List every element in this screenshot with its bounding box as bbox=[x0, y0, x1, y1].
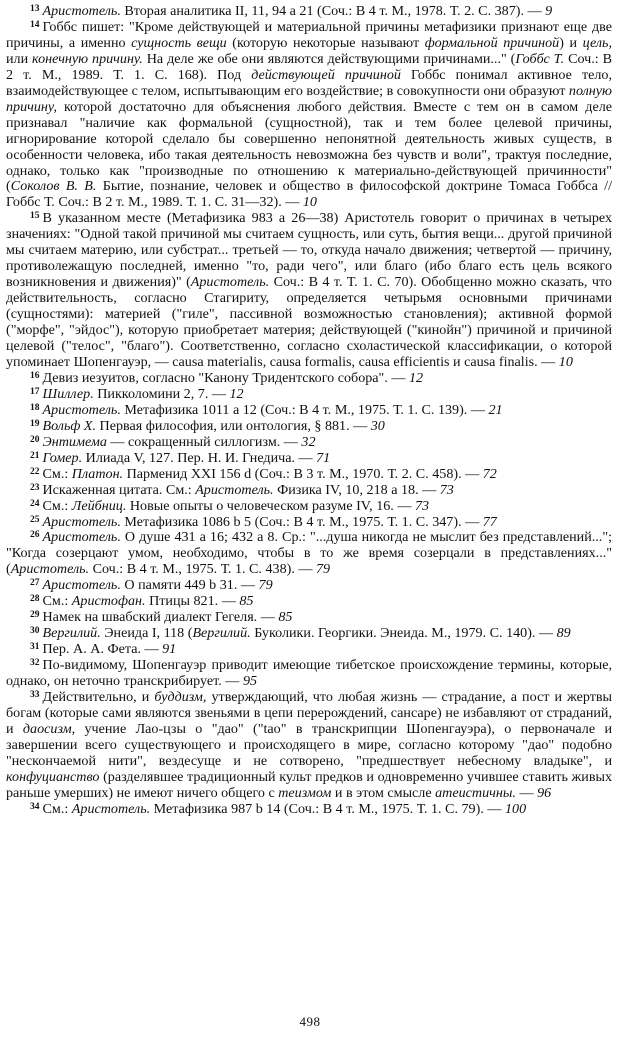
footnote-number: 29 bbox=[30, 610, 40, 621]
footnote-text: Аристотель. О душе 431 а 16; 432 а 8. Ср.: "...душа никогда не мыслит без представлений..."; "Когда созерцают умом, необходимо, чтобы в то же время созерцали в представлениях..." (Аристотель. Соч.: В 4 т. М., 1975. Т. 1. С. 438). — 79 bbox=[6, 529, 612, 578]
footnote-number: 30 bbox=[30, 626, 40, 637]
footnote-text: Действительно, и буддизм, утверждающий, что любая жизнь — страдание, а пост и жертвы богам (которые сами являются звеньями в цепи перерождений, сансаре) не избавляют от страданий, и даосизм, учение Лао-цзы о "дао" ("tao" в транскрипции Шопенгауэра), о первоначале и завершении всего существующего и происходящего в мире, согласно которому "дао" подобно "нескончаемой нити", вездесуще и не сотворено, "предшествует небесному владыке", и конфуцианство (разделявшее традиционный культ предков и одновременно учившее ставить живых раньше умерших) не имеют ничего общего с теизмом и в этом смысле атеистичны. — 96 bbox=[6, 688, 612, 801]
footnote-16 bbox=[6, 371, 612, 387]
footnote-number: 27 bbox=[30, 578, 40, 589]
page-number: 498 bbox=[299, 1014, 321, 1029]
footnote-number: 14 bbox=[30, 19, 40, 30]
footnote-27 bbox=[6, 578, 612, 594]
footnote-text: См.: Лейбниц. Новые опыты о человеческом разуме IV, 16. — 73 bbox=[42, 497, 430, 514]
footnote-text: Вергилий. Энеида I, 118 (Вергилий. Буколики. Георгики. Энеида. М., 1979. С. 140). — 89 bbox=[42, 625, 571, 642]
footnote-25 bbox=[6, 515, 612, 531]
footnote-23 bbox=[6, 483, 612, 499]
footnote-14 bbox=[6, 20, 612, 211]
footnote-29 bbox=[6, 610, 612, 626]
footnote-text: Гоббс пишет: "Кроме действующей и материальной причины метафизики признают еще две причины, а именно сущность вещи (которую некоторые называют формальной причиной) и цель, или конечную причину. На деле же обе они являются действующими причинами..." (Гоббс Т. Соч.: В 2 т. М., 1989. Т. 1. С. 168). Под действующей причиной Гоббс понимал активное тело, взаимодействующее с телом, испытывающим его воздействие; в совокупности они образуют полную причину, которой достаточно для объяснения любого действия. Вместе с тем он в самом деле признавал "наличие как формальной (сущностной), так и тем более целевой причины, игнорирование которой сделало бы совершенно непонятной деятельность живых существ, в особенности человека, ибо такая деятельность невозможна без чувств и воли", трактуя последние, однако, только как "производные по отношению к материально-действующей причинности" (Соколов В. В. Бытие, познание, человек и общество в философской доктрине Томаса Гоббса // Гоббс Т. Соч.: В 2 т. М., 1989. Т. 1. С. 31—32). — 10 bbox=[6, 18, 612, 211]
footnote-number: 28 bbox=[30, 594, 40, 605]
footnote-text: Шиллер. Пикколомини 2, 7. — 12 bbox=[42, 385, 244, 402]
footnote-number: 16 bbox=[30, 370, 40, 381]
footnotes-list bbox=[6, 4, 612, 818]
footnote-number: 20 bbox=[30, 434, 40, 445]
footnote-text: По-видимому, Шопенгауэр приводит имеющие тибетское происхождение термины, которые, однако, он неточно транскрибирует. — 95 bbox=[6, 657, 612, 690]
footnote-text: См.: Аристофан. Птицы 821. — 85 bbox=[42, 593, 254, 610]
footnote-15 bbox=[6, 211, 612, 371]
footnote-text: См.: Аристотель. Метафизика 987 b 14 (Соч.: В 4 т. М., 1975. Т. 1. С. 79). — 100 bbox=[42, 800, 527, 817]
footnote-30 bbox=[6, 626, 612, 642]
footnote-text: Аристотель. О памяти 449 b 31. — 79 bbox=[42, 577, 273, 594]
footnote-number: 26 bbox=[30, 530, 40, 541]
footnote-number: 17 bbox=[30, 386, 40, 397]
footnote-17 bbox=[6, 387, 612, 403]
footnote-34 bbox=[6, 802, 612, 818]
footnote-13 bbox=[6, 4, 612, 20]
footnote-28 bbox=[6, 594, 612, 610]
footnote-number: 33 bbox=[30, 689, 40, 700]
footnote-31 bbox=[6, 642, 612, 658]
footnote-text: Аристотель. Метафизика 1011 а 12 (Соч.: В 4 т. М., 1975. Т. 1. С. 139). — 21 bbox=[42, 401, 503, 418]
footnote-32 bbox=[6, 658, 612, 690]
footnote-text: См.: Платон. Парменид XXI 156 d (Соч.: В 3 т. М., 1970. Т. 2. С. 458). — 72 bbox=[42, 465, 497, 482]
footnote-text: Вольф Х. Первая философия, или онтология, § 881. — 30 bbox=[42, 417, 385, 434]
footnote-number: 18 bbox=[30, 402, 40, 413]
footnote-text: Аристотель. Метафизика 1086 b 5 (Соч.: В 4 т. М., 1975. Т. 1. С. 347). — 77 bbox=[42, 513, 497, 530]
footnote-text: Девиз иезуитов, согласно "Канону Тридентского собора". — 12 bbox=[42, 369, 424, 386]
footnote-number: 25 bbox=[30, 514, 40, 525]
footnote-text: Энтимема — сокращенный силлогизм. — 32 bbox=[42, 433, 316, 450]
footnote-24 bbox=[6, 499, 612, 515]
footnote-number: 24 bbox=[30, 498, 40, 509]
footnote-number: 32 bbox=[30, 658, 40, 669]
footnote-text: Гомер. Илиада V, 127. Пер. Н. И. Гнедича. — 71 bbox=[42, 449, 331, 466]
footnote-number: 21 bbox=[30, 450, 40, 461]
footnote-number: 31 bbox=[30, 642, 40, 653]
footnote-text: Искаженная цитата. См.: Аристотель. Физика IV, 10, 218 а 18. — 73 bbox=[42, 481, 454, 498]
footnote-number: 22 bbox=[30, 466, 40, 477]
footnote-number: 19 bbox=[30, 418, 40, 429]
footnote-text: В указанном месте (Метафизика 983 а 26—38) Аристотель говорит о причинах в четырех значениях: "Одной такой причиной мы считаем сущность, или суть, бытия вещи... другой причиной мы считаем материю, или субстрат... третьей — то, откуда начало движения; четвертой — причину, противолежащую последней, именно "то, ради чего", или благо (ибо благо есть цель всякого возникновения и движения)" (Аристотель. Соч.: В 4 т. Т. 1. С. 70). Обобщенно можно сказать, что действительность, согласно Стагириту, определяется четырьмя основными причинами (сущностями): материей ("гиле", пассивной возможностью становления); активной формой ("морфе", "эйдос"), которую приобретает материя; действующей ("кинойн") причиной и причиной целевой ("телос", "благо"). Соответственно, согласно схоластической классификации, о которой упоминает Шопенгауэр, — causa materialis, causa formalis, causa efficientis и causa finalis. — 10 bbox=[6, 210, 612, 370]
footnote-number: 34 bbox=[30, 801, 40, 812]
footnote-text: Аристотель. Вторая аналитика II, 11, 94 а 21 (Соч.: В 4 т. М., 1978. Т. 2. С. 387). — 9 bbox=[42, 3, 553, 19]
footnote-19 bbox=[6, 419, 612, 435]
footnote-22 bbox=[6, 467, 612, 483]
footnote-33 bbox=[6, 690, 612, 802]
footnote-number: 23 bbox=[30, 482, 40, 493]
footnote-21 bbox=[6, 451, 612, 467]
footnote-text: Пер. А. А. Фета. — 91 bbox=[42, 641, 177, 658]
footnote-number: 15 bbox=[30, 211, 40, 222]
footnote-26 bbox=[6, 530, 612, 578]
footnote-18 bbox=[6, 403, 612, 419]
footnote-text: Намек на швабский диалект Гегеля. — 85 bbox=[42, 609, 293, 626]
footnote-number: 13 bbox=[30, 4, 40, 14]
footnote-20 bbox=[6, 435, 612, 451]
